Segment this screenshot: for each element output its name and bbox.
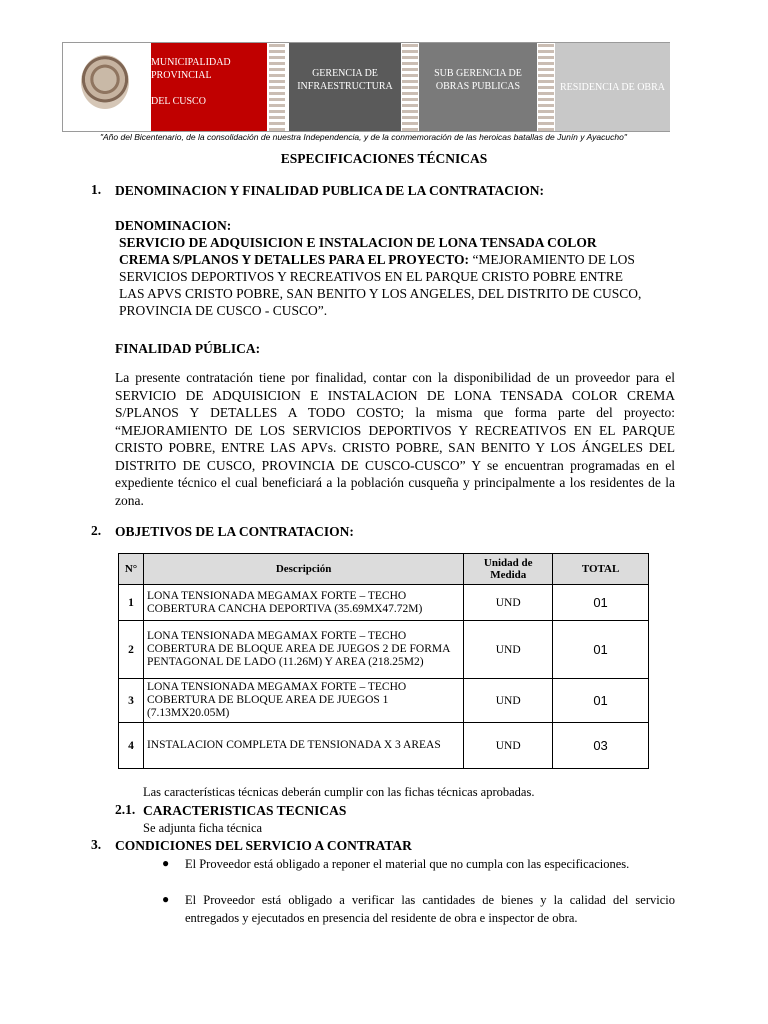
section2-number: 2. bbox=[91, 523, 102, 538]
denominacion-label: DENOMINACION: bbox=[115, 218, 232, 233]
table-note: Las características técnicas deberán cumplir con las fichas técnicas aprobadas. bbox=[143, 785, 535, 799]
finalidad-paragraph: La presente contratación tiene por finalidad, contar con la disponibilidad de un proveedor para el SERVICIO DE ADQUISICION E INSTALACION DE LONA TENSADA COLOR CREMA S/PLANOS Y DETALLES A TODO COSTO; la misma que forma parte del proyecto: “MEJORAMIENTO DE LOS SERVICIOS DEPORTIVOS Y RECREATIVOS EN EL PARQUE CRISTO POBRE, ENTRE LAS APVs. CRISTO POBRE, SAN BENITO Y LOS ÁNGELES DEL DISTRITO DE CUSCO, PROVINCIA DE CUSCO-CUSCO” Y se encuentran programadas en el expediente técnico el cual beneficiará a la población cusqueña y principalmente a los residentes de la zona. bbox=[115, 370, 675, 508]
section2-1-heading: CARACTERISTICAS TECNICAS bbox=[143, 803, 347, 818]
section2-1-number: 2.1. bbox=[115, 802, 136, 817]
table-cell-total: 03 bbox=[553, 723, 649, 769]
page-title: ESPECIFICACIONES TÉCNICAS bbox=[280, 151, 488, 166]
header-subgerencia-line: SUB GERENCIA DE bbox=[434, 68, 522, 79]
table-header-cell: TOTAL bbox=[553, 554, 649, 585]
table-header-cell: N° bbox=[119, 554, 144, 585]
table-cell-unit: UND bbox=[464, 679, 553, 723]
denominacion-bold: CREMA S/PLANOS Y DETALLES PARA EL PROYECTO: bbox=[119, 252, 470, 267]
municipality-seal-icon bbox=[81, 55, 129, 109]
header-gerencia-line: INFRAESTRUCTURA bbox=[297, 81, 393, 92]
section3-number: 3. bbox=[91, 837, 102, 852]
table-cell-description: LONA TENSIONADA MEGAMAX FORTE – TECHO COBERTURA DE BLOQUE AREA DE JUEGOS 2 DE FORMA PENTAGONAL DE LADO (11.26M) Y AREA (218.25M2) bbox=[143, 621, 463, 679]
table-cell-unit: UND bbox=[464, 723, 553, 769]
table-row bbox=[119, 679, 649, 723]
objectives-table bbox=[118, 553, 649, 769]
table-cell-unit: UND bbox=[464, 621, 553, 679]
section3-heading: CONDICIONES DEL SERVICIO A CONTRATAR bbox=[115, 838, 412, 853]
table-cell-description: LONA TENSIONADA MEGAMAX FORTE – TECHO COBERTURA CANCHA DEPORTIVA (35.69MX47.72M) bbox=[143, 585, 463, 621]
header-municipality-line bbox=[151, 82, 267, 95]
header-gerencia-block bbox=[289, 43, 401, 131]
section3-bullet: El Proveedor está obligado a reponer el material que no cumpla con las especificaciones. bbox=[185, 857, 630, 871]
header-municipality-line: MUNICIPALIDAD bbox=[151, 57, 231, 68]
table-cell-number: 1 bbox=[119, 585, 144, 621]
table-cell-number: 3 bbox=[119, 679, 144, 723]
table-cell-number: 2 bbox=[119, 621, 144, 679]
section1-number: 1. bbox=[91, 182, 102, 197]
denominacion-bold: SERVICIO DE ADQUISICION E INSTALACION DE LONA TENSADA COLOR bbox=[119, 235, 597, 250]
table-header-row bbox=[119, 554, 649, 585]
table-cell-total: 01 bbox=[553, 679, 649, 723]
decorative-pattern bbox=[269, 43, 285, 131]
header-subgerencia-block bbox=[419, 43, 537, 131]
table-row bbox=[119, 585, 649, 621]
section2-heading: OBJETIVOS DE LA CONTRATACION: bbox=[115, 524, 354, 539]
header-gerencia-line: GERENCIA DE bbox=[312, 68, 378, 79]
decorative-pattern bbox=[402, 43, 418, 131]
table-cell-description: INSTALACION COMPLETA DE TENSIONADA X 3 AREAS bbox=[143, 723, 463, 769]
table-cell-number: 4 bbox=[119, 723, 144, 769]
header-residencia-block: RESIDENCIA DE OBRA bbox=[555, 43, 670, 131]
table-row bbox=[119, 621, 649, 679]
bullet-icon: ● bbox=[162, 856, 170, 870]
denominacion-normal: “MEJORAMIENTO DE LOS bbox=[469, 252, 635, 267]
table-header-cell: Descripción bbox=[143, 554, 463, 585]
bullet-icon: ● bbox=[162, 892, 170, 906]
table-cell-total: 01 bbox=[553, 585, 649, 621]
denominacion-line: PROVINCIA DE CUSCO - CUSCO”. bbox=[119, 303, 328, 318]
table-cell-unit: UND bbox=[464, 585, 553, 621]
table-header-cell: Unidad de Medida bbox=[464, 554, 553, 585]
decorative-pattern bbox=[538, 43, 554, 131]
finalidad-label: FINALIDAD PÚBLICA: bbox=[115, 341, 261, 356]
table-cell-total: 01 bbox=[553, 621, 649, 679]
header-subgerencia-line: OBRAS PUBLICAS bbox=[435, 81, 521, 92]
section1-heading: DENOMINACION Y FINALIDAD PUBLICA DE LA CONTRATACION: bbox=[115, 183, 545, 198]
denominacion-line bbox=[119, 234, 597, 251]
denominacion-line bbox=[119, 251, 635, 268]
header-motto: "Año del Bicentenario, de la consolidación de nuestra Independencia, y de la conmemoración de las heroicas batallas de Junín y Ayacucho" bbox=[100, 132, 627, 142]
header-banner bbox=[62, 42, 670, 132]
denominacion-line: SERVICIOS DEPORTIVOS Y RECREATIVOS EN EL PARQUE CRISTO POBRE ENTRE bbox=[119, 269, 624, 284]
header-municipality-line: PROVINCIAL bbox=[151, 70, 212, 81]
header-municipality-block bbox=[151, 43, 267, 131]
section3-bullet: El Proveedor está obligado a verificar las cantidades de bienes y la calidad del servicio entregados y ejecutados en presencia del residente de obra e inspector de obra. bbox=[185, 893, 675, 925]
section2-1-text: Se adjunta ficha técnica bbox=[143, 821, 263, 835]
table-row bbox=[119, 723, 649, 769]
denominacion-line: LAS APVS CRISTO POBRE, SAN BENITO Y LOS ANGELES, DEL DISTRITO DE CUSCO, bbox=[119, 286, 642, 301]
header-municipality-line: DEL CUSCO bbox=[151, 96, 206, 107]
table-cell-description: LONA TENSIONADA MEGAMAX FORTE – TECHO COBERTURA DE BLOQUE AREA DE JUEGOS 1 (7.13MX20.05M) bbox=[143, 679, 463, 723]
